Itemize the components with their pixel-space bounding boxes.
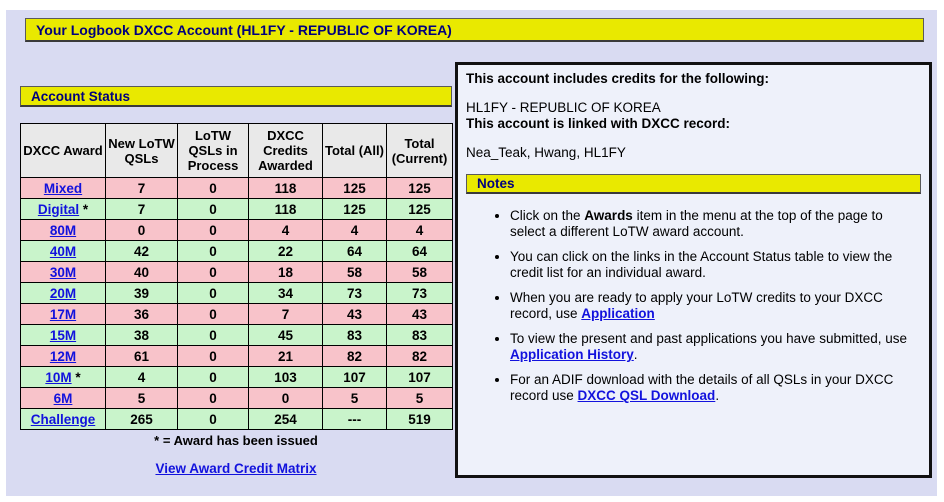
table-cell: 7 (106, 199, 178, 220)
table-row (21, 346, 453, 367)
note-text: . (633, 347, 638, 362)
note-item (510, 208, 921, 240)
award-link[interactable]: 6M (53, 390, 73, 406)
table-cell: 22 (249, 241, 323, 262)
table-cell: 265 (106, 409, 178, 430)
table-cell: 58 (323, 262, 387, 283)
table-cell: 36 (106, 304, 178, 325)
issued-asterisk: * (79, 201, 89, 217)
note-bold-text: Awards (584, 208, 633, 223)
award-link[interactable]: Digital (37, 201, 80, 217)
table-cell: 0 (178, 220, 249, 241)
table-row (21, 388, 453, 409)
table-cell: 0 (178, 409, 249, 430)
table-cell: 125 (323, 199, 387, 220)
award-issued-footnote: * = Award has been issued (154, 433, 318, 448)
table-cell: 83 (323, 325, 387, 346)
table-cell: 7 (106, 178, 178, 199)
award-link[interactable]: 80M (49, 222, 77, 238)
note-text: For an ADIF download with the details of all QSLs in your DXCC record use (510, 372, 894, 403)
note-link[interactable]: DXCC QSL Download (577, 388, 716, 403)
table-cell: 58 (387, 262, 453, 283)
table-cell: 82 (323, 346, 387, 367)
page-background (6, 10, 937, 496)
note-item (510, 290, 921, 322)
table-cell: 118 (249, 199, 323, 220)
table-row (21, 199, 453, 220)
table-cell: 254 (249, 409, 323, 430)
award-cell (21, 199, 106, 220)
table-cell: 64 (387, 241, 453, 262)
linked-heading: This account is linked with DXCC record: (466, 116, 731, 131)
column-header: New LoTW QSLs (106, 124, 178, 178)
table-cell: 64 (323, 241, 387, 262)
award-cell (21, 178, 106, 199)
award-cell (21, 367, 106, 388)
table-row (21, 241, 453, 262)
table-cell: 0 (178, 388, 249, 409)
table-row (21, 304, 453, 325)
table-cell: 0 (249, 388, 323, 409)
table-cell: 5 (387, 388, 453, 409)
table-cell: 0 (178, 283, 249, 304)
linked-record-block (466, 100, 921, 132)
table-cell: 125 (387, 199, 453, 220)
table-row (21, 262, 453, 283)
table-cell: 0 (178, 304, 249, 325)
account-status-section (20, 86, 452, 478)
table-cell: 4 (323, 220, 387, 241)
column-header: DXCC Award (21, 124, 106, 178)
table-cell: 0 (178, 178, 249, 199)
note-text: item in the menu at the top of the page to select a different LoTW award account. (510, 208, 883, 239)
table-cell: 73 (387, 283, 453, 304)
note-text: You can click on the links in the Account Status table to view the credit list for an individual award. (510, 249, 893, 280)
column-header: LoTW QSLs in Process (178, 124, 249, 178)
note-text: Click on the (510, 208, 585, 223)
table-cell: 0 (178, 346, 249, 367)
table-cell: 4 (106, 367, 178, 388)
note-item (510, 249, 921, 281)
table-cell: 0 (178, 367, 249, 388)
column-header: Total (All) (323, 124, 387, 178)
table-row (21, 367, 453, 388)
table-cell: 39 (106, 283, 178, 304)
table-cell: 0 (178, 325, 249, 346)
dxcc-record-name: Nea_Teak, Hwang, HL1FY (466, 145, 626, 160)
table-row (21, 178, 453, 199)
table-cell: 0 (178, 199, 249, 220)
note-item (510, 372, 921, 404)
table-cell: 38 (106, 325, 178, 346)
award-link[interactable]: 30M (49, 264, 77, 280)
table-cell: 0 (178, 262, 249, 283)
note-text: . (715, 388, 720, 403)
table-cell: 0 (178, 241, 249, 262)
table-cell: 107 (323, 367, 387, 388)
table-row (21, 325, 453, 346)
award-cell (21, 262, 106, 283)
table-cell: 42 (106, 241, 178, 262)
award-link[interactable]: 40M (49, 243, 77, 259)
table-row (21, 409, 453, 430)
credits-heading: This account includes credits for the following: (466, 71, 770, 86)
column-header: DXCC Credits Awarded (249, 124, 323, 178)
notes-list (466, 208, 921, 404)
award-link[interactable]: 12M (49, 348, 77, 364)
callsign-line: HL1FY - REPUBLIC OF KOREA (466, 100, 661, 115)
table-cell: 45 (249, 325, 323, 346)
note-text: To view the present and past applications you have submitted, use (510, 331, 907, 346)
account-status-table-header-row (21, 124, 453, 178)
award-link[interactable]: 17M (49, 306, 77, 322)
table-cell: 4 (249, 220, 323, 241)
issued-asterisk: * (71, 369, 81, 385)
note-item (510, 331, 921, 363)
table-cell: 43 (387, 304, 453, 325)
award-cell (21, 388, 106, 409)
table-cell: 61 (106, 346, 178, 367)
table-cell: 519 (387, 409, 453, 430)
view-award-credit-matrix-link[interactable]: View Award Credit Matrix (155, 461, 317, 476)
account-status-table-body (21, 178, 453, 430)
table-cell: 103 (249, 367, 323, 388)
account-info-panel (455, 62, 932, 478)
award-link[interactable]: 20M (49, 285, 77, 301)
table-cell: 7 (249, 304, 323, 325)
table-cell: 4 (387, 220, 453, 241)
table-cell: 118 (249, 178, 323, 199)
table-cell: 43 (323, 304, 387, 325)
table-cell: 73 (323, 283, 387, 304)
table-cell: --- (323, 409, 387, 430)
award-cell (21, 304, 106, 325)
table-cell: 82 (387, 346, 453, 367)
table-cell: 125 (387, 178, 453, 199)
table-row (21, 283, 453, 304)
award-cell (21, 325, 106, 346)
notes-header: Notes (466, 174, 921, 194)
award-link[interactable]: 10M (45, 369, 72, 385)
table-cell: 34 (249, 283, 323, 304)
table-cell: 21 (249, 346, 323, 367)
note-link[interactable]: Application History (510, 347, 634, 362)
table-cell: 18 (249, 262, 323, 283)
award-cell (21, 220, 106, 241)
matrix-link-container (20, 460, 452, 478)
award-link[interactable]: Challenge (30, 411, 96, 427)
award-link[interactable]: 15M (49, 327, 77, 343)
table-row (21, 220, 453, 241)
award-cell (21, 346, 106, 367)
award-cell (21, 241, 106, 262)
table-cell: 83 (387, 325, 453, 346)
award-link[interactable]: Mixed (43, 180, 83, 196)
note-link[interactable]: Application (581, 306, 655, 321)
account-status-table (20, 123, 453, 430)
table-cell: 107 (387, 367, 453, 388)
table-cell: 125 (323, 178, 387, 199)
table-cell: 40 (106, 262, 178, 283)
award-cell (21, 409, 106, 430)
account-status-header: Account Status (20, 86, 452, 107)
table-cell: 5 (106, 388, 178, 409)
note-text: When you are ready to apply your LoTW credits to your DXCC record, use (510, 290, 883, 321)
table-cell: 0 (106, 220, 178, 241)
column-header: Total (Current) (387, 124, 453, 178)
table-cell: 5 (323, 388, 387, 409)
award-cell (21, 283, 106, 304)
page-title: Your Logbook DXCC Account (HL1FY - REPUBLIC OF KOREA) (25, 18, 924, 42)
